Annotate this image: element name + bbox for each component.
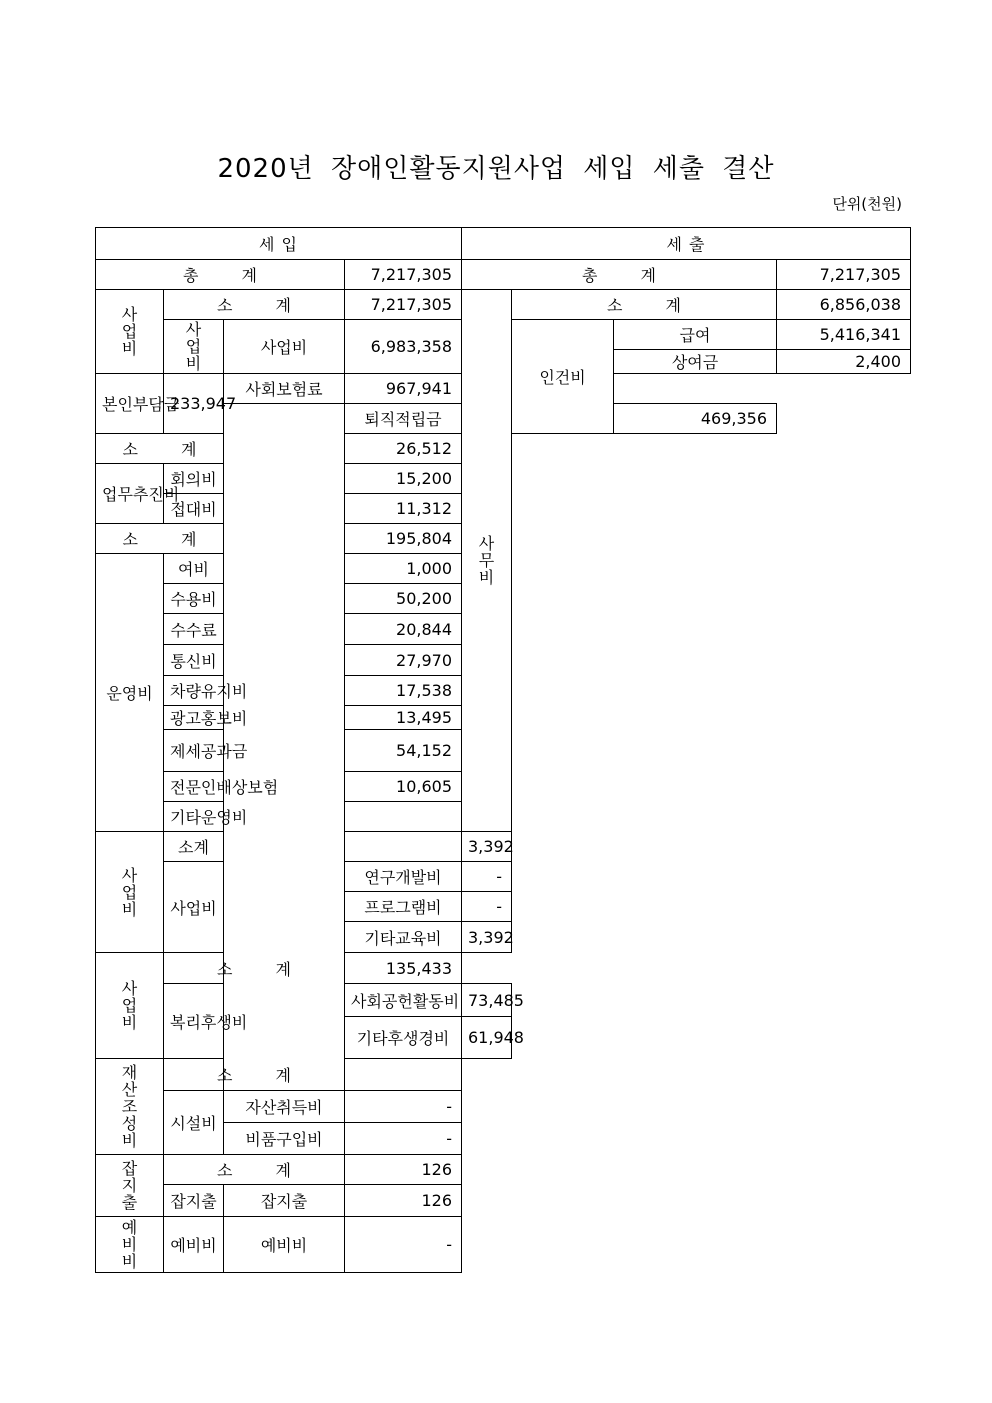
welfare-subtotal-value: 135,433 — [345, 953, 462, 984]
business-group-label: 사 업 비 — [96, 832, 164, 953]
personnel-subtotal-label: 소 계 — [512, 290, 777, 320]
operation-item-value: 54,152 — [345, 730, 462, 772]
misc-label: 잡지출 — [164, 1185, 224, 1217]
income-total-label: 총 계 — [96, 260, 345, 290]
welfare-label: 복리후생비 — [164, 984, 224, 1059]
operation-item-label: 차량유지비 — [164, 676, 224, 706]
promotion-subtotal-value: 26,512 — [345, 434, 462, 464]
personnel-label: 인건비 — [512, 320, 614, 434]
operation-item-value: 1,000 — [345, 554, 462, 584]
asset-subtotal-label: 소 계 — [164, 1059, 345, 1091]
income-group-label: 사 업 비 — [96, 290, 164, 374]
promotion-subtotal-label: 소 계 — [96, 434, 224, 464]
expense-total-label: 총 계 — [462, 260, 777, 290]
welfare-item-value: 61,948 — [462, 1017, 512, 1059]
operation-item-label: 통신비 — [164, 645, 224, 676]
personnel-item-label: 퇴직적립금 — [345, 404, 462, 434]
operation-item-label: 광고홍보비 — [164, 706, 224, 730]
operation-label: 운영비 — [96, 554, 164, 832]
income-subgroup-label: 사 업 비 — [164, 320, 224, 374]
income-row-value: 6,983,358 — [345, 320, 462, 374]
personnel-item-value: 967,941 — [345, 374, 462, 404]
business-item-label: 프로그램비 — [345, 892, 462, 922]
personnel-item-label: 사회보험료 — [224, 374, 345, 404]
income-total-value: 7,217,305 — [345, 260, 462, 290]
promotion-item-label: 접대비 — [164, 494, 224, 524]
personnel-item-label: 급여 — [614, 320, 777, 350]
operation-item-label: 기타운영비 — [164, 802, 224, 832]
welfare-group-label: 사 업 비 — [96, 953, 164, 1059]
personnel-item-value: 469,356 — [614, 404, 777, 434]
expense-total-value: 7,217,305 — [777, 260, 911, 290]
unit-label: 단위(천원) — [832, 195, 902, 213]
business-subtotal-label: 소계 — [164, 832, 224, 862]
asset-item-label: 비품구입비 — [224, 1123, 345, 1155]
personnel-subtotal-value: 6,856,038 — [777, 290, 911, 320]
operation-subtotal-label: 소 계 — [96, 524, 224, 554]
operation-item-label: 수수료 — [164, 614, 224, 645]
income-subtotal-label: 소 계 — [164, 290, 345, 320]
expense-header: 세 출 — [462, 228, 911, 260]
reserve-item-value: - — [345, 1217, 462, 1273]
operation-item-label: 전문인배상보험 — [164, 772, 224, 802]
misc-subtotal-label: 소 계 — [164, 1155, 345, 1185]
misc-subtotal-value: 126 — [345, 1155, 462, 1185]
business-item-label: 연구개발비 — [345, 862, 462, 892]
reserve-group-label: 예 비 비 — [96, 1217, 164, 1273]
business-subtotal-value: 3,392 — [462, 832, 512, 862]
operation-subtotal-value: 195,804 — [345, 524, 462, 554]
page-title: 2020년 장애인활동지원사업 세입 세출 결산 — [217, 154, 775, 184]
asset-subtotal-value — [345, 1059, 462, 1091]
operation-item-value: 27,970 — [345, 645, 462, 676]
promotion-label: 업무추진비 — [96, 464, 164, 524]
operation-item-value: 50,200 — [345, 584, 462, 614]
promotion-item-value: 11,312 — [345, 494, 462, 524]
operation-item-label: 수용비 — [164, 584, 224, 614]
operation-item-value: 10,605 — [345, 772, 462, 802]
settlement-table — [95, 227, 911, 1273]
promotion-item-label: 회의비 — [164, 464, 224, 494]
operation-item-value: 17,538 — [345, 676, 462, 706]
personnel-item-label: 상여금 — [614, 350, 777, 374]
reserve-item-label: 예비비 — [224, 1217, 345, 1273]
income-row-value: 233,947 — [164, 374, 224, 434]
asset-item-value: - — [345, 1091, 462, 1123]
personnel-item-value: 5,416,341 — [777, 320, 911, 350]
welfare-item-label: 기타후생경비 — [345, 1017, 462, 1059]
business-item-value: - — [462, 862, 512, 892]
business-item-value: 3,392 — [462, 922, 512, 953]
asset-item-label: 자산취득비 — [224, 1091, 345, 1123]
business-item-value: - — [462, 892, 512, 922]
business-subtotal-blank — [345, 832, 462, 862]
asset-label: 시설비 — [164, 1091, 224, 1155]
asset-item-value: - — [345, 1123, 462, 1155]
reserve-label: 예비비 — [164, 1217, 224, 1273]
income-subtotal-value: 7,217,305 — [345, 290, 462, 320]
business-label: 사업비 — [164, 862, 224, 953]
personnel-item-value: 2,400 — [777, 350, 911, 374]
operation-item-label: 제세공과금 — [164, 730, 224, 772]
welfare-subtotal-label: 소 계 — [164, 953, 345, 984]
income-row-label: 본인부담금 — [96, 374, 164, 434]
office-group-label: 사 무 비 — [462, 290, 512, 832]
operation-item-value: 13,495 — [345, 706, 462, 730]
operation-item-value — [345, 802, 462, 832]
operation-item-label: 여비 — [164, 554, 224, 584]
income-header: 세 입 — [96, 228, 462, 260]
asset-group-label: 재 산 조 성 비 — [96, 1059, 164, 1155]
welfare-item-label: 사회공헌활동비 — [345, 984, 462, 1017]
misc-item-value: 126 — [345, 1185, 462, 1217]
operation-item-value: 20,844 — [345, 614, 462, 645]
misc-group-label: 잡 지 출 — [96, 1155, 164, 1217]
business-item-label: 기타교육비 — [345, 922, 462, 953]
misc-item-label: 잡지출 — [224, 1185, 345, 1217]
welfare-item-value: 73,485 — [462, 984, 512, 1017]
income-row-label: 사업비 — [224, 320, 345, 374]
promotion-item-value: 15,200 — [345, 464, 462, 494]
